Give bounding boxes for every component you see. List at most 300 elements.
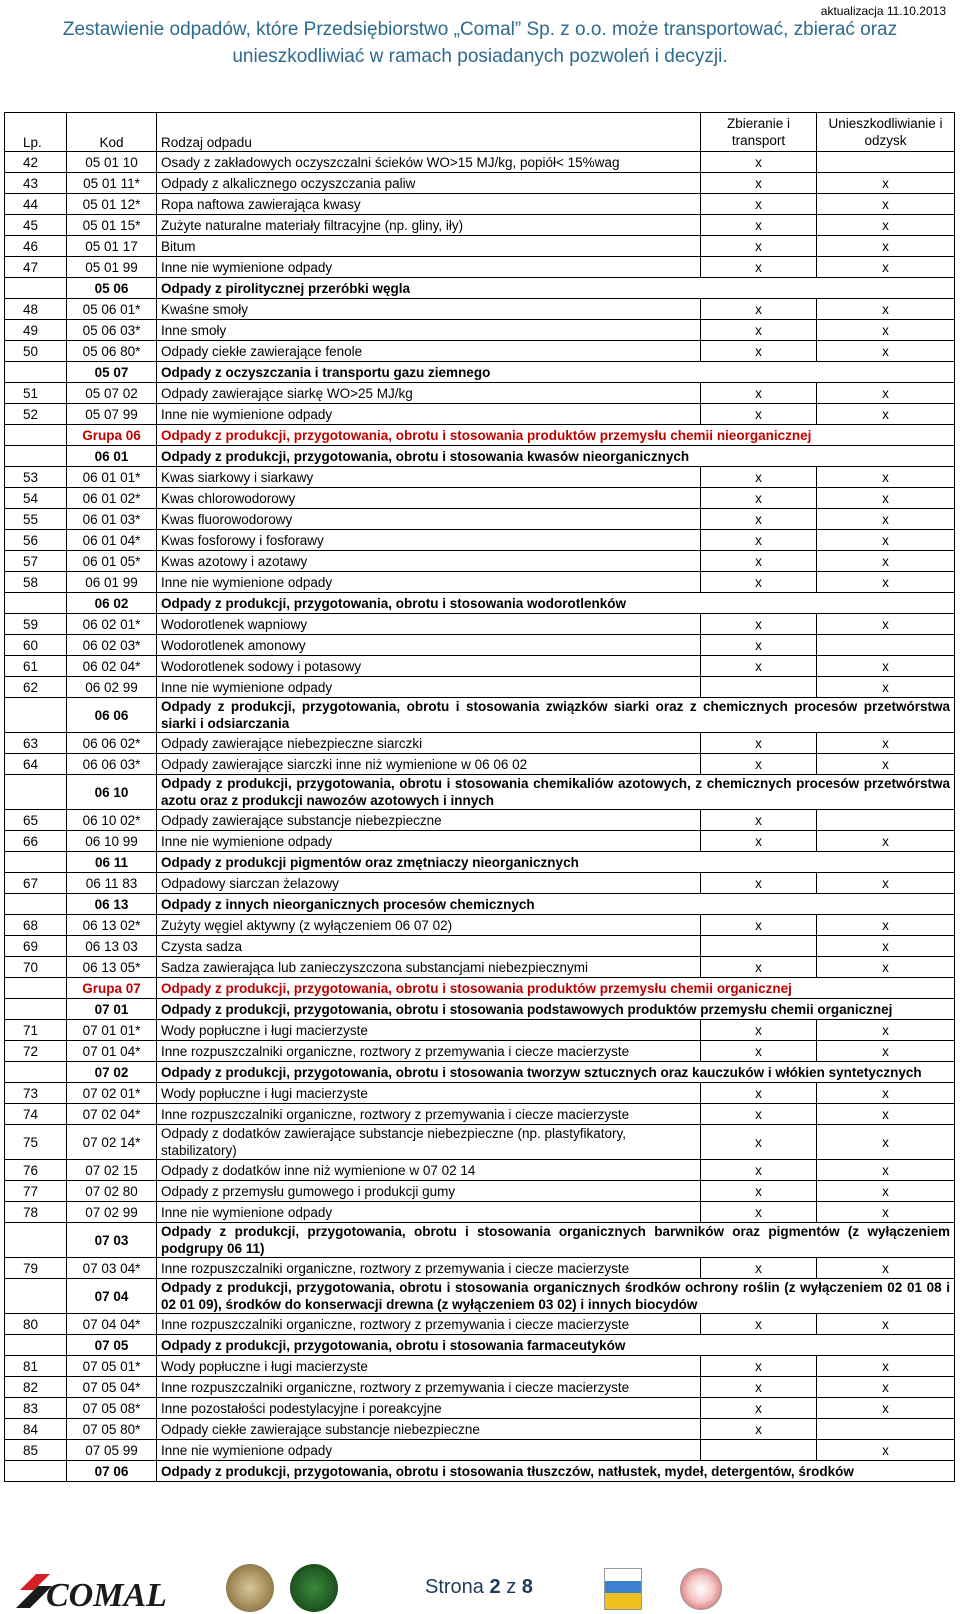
- row-group-code: Grupa 07: [67, 978, 157, 999]
- row-code: 05 07 02: [67, 383, 157, 404]
- table-row: [5, 915, 955, 936]
- row-collect: x: [701, 1083, 817, 1104]
- subgroup-row: [5, 362, 955, 383]
- row-collect: [701, 936, 817, 957]
- row-group-name: Odpady z produkcji, przygotowania, obrotu i stosowania wodorotlenków: [157, 593, 955, 614]
- row-group-code: 07 01: [67, 999, 157, 1020]
- row-neutralize: x: [817, 873, 955, 894]
- table-row: [5, 194, 955, 215]
- subgroup-row: [5, 1279, 955, 1314]
- table-row: [5, 754, 955, 775]
- row-name: Inne nie wymienione odpady: [157, 677, 701, 698]
- row-group-code: 07 06: [67, 1461, 157, 1482]
- row-neutralize: x: [817, 341, 955, 362]
- row-group-name: Odpady z produkcji, przygotowania, obrotu i stosowania podstawowych produktów przemysłu chemii organicznej: [157, 999, 955, 1020]
- row-name: Inne rozpuszczalniki organiczne, roztwory z przemywania i ciecze macierzyste: [157, 1041, 701, 1062]
- row-name: Kwas fluorowodorowy: [157, 509, 701, 530]
- row-collect: x: [701, 236, 817, 257]
- row-name: Odpady z dodatków inne niż wymienione w 07 02 14: [157, 1160, 701, 1181]
- row-lp: 67: [5, 873, 67, 894]
- row-code: 05 07 99: [67, 404, 157, 425]
- row-lp-empty: [5, 978, 67, 999]
- subgroup-row: [5, 775, 955, 810]
- row-lp: 84: [5, 1419, 67, 1440]
- row-name: Kwas siarkowy i siarkawy: [157, 467, 701, 488]
- row-neutralize: x: [817, 915, 955, 936]
- row-neutralize: x: [817, 383, 955, 404]
- row-collect: x: [701, 383, 817, 404]
- row-collect: x: [701, 1020, 817, 1041]
- row-neutralize: x: [817, 467, 955, 488]
- table-row: [5, 733, 955, 754]
- row-code: 06 01 05*: [67, 551, 157, 572]
- row-group-name: Odpady z produkcji pigmentów oraz zmętniaczy nieorganicznych: [157, 852, 955, 873]
- row-code: 06 01 03*: [67, 509, 157, 530]
- row-neutralize: x: [817, 488, 955, 509]
- row-code: 07 05 08*: [67, 1398, 157, 1419]
- row-name: Inne rozpuszczalniki organiczne, roztwory z przemywania i ciecze macierzyste: [157, 1258, 701, 1279]
- row-neutralize: [817, 635, 955, 656]
- row-lp-empty: [5, 593, 67, 614]
- row-code: 06 02 01*: [67, 614, 157, 635]
- row-group-name: Odpady z produkcji, przygotowania, obrotu i stosowania organicznych środków ochrony roślin (z wyłączeniem 02 01 08 i 02 01 09), środków do konserwacji drewna (z wyłączeniem 03 02) i innych biocydów: [157, 1279, 955, 1314]
- award-badge-icon: [680, 1568, 722, 1610]
- table-row: [5, 299, 955, 320]
- row-name: Kwaśne smoły: [157, 299, 701, 320]
- row-name: Wody popłuczne i ługi macierzyste: [157, 1356, 701, 1377]
- row-collect: x: [701, 656, 817, 677]
- bronze-seal-icon: [226, 1564, 274, 1612]
- row-lp: 76: [5, 1160, 67, 1181]
- row-lp: 60: [5, 635, 67, 656]
- row-code: 07 01 01*: [67, 1020, 157, 1041]
- row-lp-empty: [5, 425, 67, 446]
- subgroup-row: [5, 278, 955, 299]
- row-lp: 66: [5, 831, 67, 852]
- row-lp-empty: [5, 1461, 67, 1482]
- row-neutralize: x: [817, 194, 955, 215]
- row-neutralize: x: [817, 404, 955, 425]
- row-code: 07 05 80*: [67, 1419, 157, 1440]
- row-group-name: Odpady z produkcji, przygotowania, obrotu i stosowania organicznych barwników oraz pigmentów (z wyłączeniem podgrupy 06 11): [157, 1223, 955, 1258]
- row-name: Zużyte naturalne materiały filtracyjne (np. gliny, iły): [157, 215, 701, 236]
- quality-badge-icon: [604, 1568, 642, 1610]
- table-row: [5, 467, 955, 488]
- row-lp: 79: [5, 1258, 67, 1279]
- row-collect: [701, 1440, 817, 1461]
- row-lp: 45: [5, 215, 67, 236]
- row-name: Inne rozpuszczalniki organiczne, roztwory z przemywania i ciecze macierzyste: [157, 1104, 701, 1125]
- row-lp: 48: [5, 299, 67, 320]
- group-row: [5, 425, 955, 446]
- table-row: [5, 1041, 955, 1062]
- row-code: 05 01 15*: [67, 215, 157, 236]
- row-lp-empty: [5, 852, 67, 873]
- row-group-code: 06 02: [67, 593, 157, 614]
- row-code: 05 01 11*: [67, 173, 157, 194]
- row-name: Odpady ciekłe zawierające substancje niebezpieczne: [157, 1419, 701, 1440]
- row-code: 05 01 12*: [67, 194, 157, 215]
- row-collect: x: [701, 1356, 817, 1377]
- row-collect: x: [701, 299, 817, 320]
- table-body: [5, 152, 955, 1482]
- table-row: [5, 1160, 955, 1181]
- table-row: [5, 1083, 955, 1104]
- row-lp-empty: [5, 446, 67, 467]
- table-row: [5, 173, 955, 194]
- row-lp: 81: [5, 1356, 67, 1377]
- row-lp-empty: [5, 1062, 67, 1083]
- row-code: 06 13 02*: [67, 915, 157, 936]
- table-row: [5, 1314, 955, 1335]
- row-collect: x: [701, 1202, 817, 1223]
- row-name: Inne nie wymienione odpady: [157, 404, 701, 425]
- row-group-name: Odpady z innych nieorganicznych procesów chemicznych: [157, 894, 955, 915]
- table-row: [5, 614, 955, 635]
- table-row: [5, 1020, 955, 1041]
- row-lp: 65: [5, 810, 67, 831]
- row-code: 06 02 04*: [67, 656, 157, 677]
- row-neutralize: x: [817, 936, 955, 957]
- row-collect: x: [701, 1258, 817, 1279]
- row-collect: x: [701, 754, 817, 775]
- row-neutralize: x: [817, 530, 955, 551]
- row-code: 06 11 83: [67, 873, 157, 894]
- row-group-name: Odpady z pirolitycznej przeróbki węgla: [157, 278, 955, 299]
- row-collect: x: [701, 551, 817, 572]
- row-collect: x: [701, 467, 817, 488]
- row-collect: x: [701, 152, 817, 173]
- row-neutralize: x: [817, 215, 955, 236]
- row-neutralize: x: [817, 957, 955, 978]
- row-lp: 57: [5, 551, 67, 572]
- row-name: Czysta sadza: [157, 936, 701, 957]
- row-lp: 70: [5, 957, 67, 978]
- row-name: Inne smoły: [157, 320, 701, 341]
- row-lp: 52: [5, 404, 67, 425]
- subgroup-row: [5, 698, 955, 733]
- header-name: Rodzaj odpadu: [157, 113, 701, 152]
- subgroup-row: [5, 852, 955, 873]
- row-lp-empty: [5, 1279, 67, 1314]
- row-lp: 62: [5, 677, 67, 698]
- row-collect: x: [701, 215, 817, 236]
- table-row: [5, 1419, 955, 1440]
- row-lp: 47: [5, 257, 67, 278]
- row-name: Wody popłuczne i ługi macierzyste: [157, 1083, 701, 1104]
- row-neutralize: x: [817, 677, 955, 698]
- table-row: [5, 1181, 955, 1202]
- row-collect: x: [701, 530, 817, 551]
- row-neutralize: [817, 152, 955, 173]
- table-row: [5, 1202, 955, 1223]
- comal-logo: [16, 1568, 186, 1610]
- row-lp: 54: [5, 488, 67, 509]
- row-group-code: 06 11: [67, 852, 157, 873]
- row-neutralize: x: [817, 1440, 955, 1461]
- row-code: 06 10 99: [67, 831, 157, 852]
- table-row: [5, 509, 955, 530]
- row-lp: 77: [5, 1181, 67, 1202]
- row-collect: [701, 677, 817, 698]
- row-collect: x: [701, 1041, 817, 1062]
- row-group-code: 05 06: [67, 278, 157, 299]
- header-collect: Zbieranie i transport: [701, 113, 817, 152]
- row-group-code: 07 04: [67, 1279, 157, 1314]
- row-name: Odpady zawierające substancje niebezpieczne: [157, 810, 701, 831]
- row-name: Odpadowy siarczan żelazowy: [157, 873, 701, 894]
- row-neutralize: x: [817, 1125, 955, 1160]
- row-code: 07 02 15: [67, 1160, 157, 1181]
- row-group-code: 07 05: [67, 1335, 157, 1356]
- row-lp: 55: [5, 509, 67, 530]
- row-group-name: Odpady z produkcji, przygotowania, obrotu i stosowania chemikaliów azotowych, z chemicznych procesów przetwórstwa azotu oraz z produkcji nawozów azotowych i innych: [157, 775, 955, 810]
- row-code: 06 01 02*: [67, 488, 157, 509]
- row-collect: x: [701, 1314, 817, 1335]
- subgroup-row: [5, 1223, 955, 1258]
- row-lp: 82: [5, 1377, 67, 1398]
- klon-seal-icon: [290, 1564, 338, 1612]
- group-row: [5, 978, 955, 999]
- table-row: [5, 810, 955, 831]
- row-name: Sadza zawierająca lub zanieczyszczona substancjami niebezpiecznymi: [157, 957, 701, 978]
- row-name: Wodorotlenek sodowy i potasowy: [157, 656, 701, 677]
- row-lp: 71: [5, 1020, 67, 1041]
- row-name: Inne rozpuszczalniki organiczne, roztwory z przemywania i ciecze macierzyste: [157, 1314, 701, 1335]
- row-code: 05 01 17: [67, 236, 157, 257]
- row-neutralize: x: [817, 1160, 955, 1181]
- row-group-name: Odpady z produkcji, przygotowania, obrotu i stosowania produktów przemysłu chemii nieorganicznej: [157, 425, 955, 446]
- row-code: 06 13 03: [67, 936, 157, 957]
- row-lp: 72: [5, 1041, 67, 1062]
- row-lp: 53: [5, 467, 67, 488]
- row-lp: 44: [5, 194, 67, 215]
- row-code: 06 06 03*: [67, 754, 157, 775]
- row-collect: x: [701, 1104, 817, 1125]
- row-group-name: Odpady z produkcji, przygotowania, obrotu i stosowania związków siarki oraz z chemicznych procesów przetwórstwa siarki i odsiarczania: [157, 698, 955, 733]
- row-lp-empty: [5, 999, 67, 1020]
- subgroup-row: [5, 1062, 955, 1083]
- subgroup-row: [5, 1335, 955, 1356]
- table-row: [5, 551, 955, 572]
- row-name: Odpady zawierające siarkę WO>25 MJ/kg: [157, 383, 701, 404]
- table-row: [5, 236, 955, 257]
- table-row: [5, 936, 955, 957]
- row-neutralize: x: [817, 236, 955, 257]
- row-name: Odpady ciekłe zawierające fenole: [157, 341, 701, 362]
- row-group-name: Odpady z produkcji, przygotowania, obrotu i stosowania tłuszczów, natłustek, mydeł, detergentów, środków: [157, 1461, 955, 1482]
- row-lp-empty: [5, 1223, 67, 1258]
- row-group-code: 06 10: [67, 775, 157, 810]
- table-row: [5, 1377, 955, 1398]
- row-name: Inne nie wymienione odpady: [157, 572, 701, 593]
- row-lp: 69: [5, 936, 67, 957]
- row-lp: 73: [5, 1083, 67, 1104]
- row-code: 06 01 04*: [67, 530, 157, 551]
- table-header: [5, 113, 955, 152]
- row-neutralize: x: [817, 572, 955, 593]
- row-collect: x: [701, 1398, 817, 1419]
- table-row: [5, 1356, 955, 1377]
- row-collect: x: [701, 1419, 817, 1440]
- table-row: [5, 215, 955, 236]
- row-lp-empty: [5, 894, 67, 915]
- row-group-code: 07 03: [67, 1223, 157, 1258]
- row-code: 05 06 03*: [67, 320, 157, 341]
- row-code: 07 01 04*: [67, 1041, 157, 1062]
- row-neutralize: x: [817, 754, 955, 775]
- row-group-code: 06 13: [67, 894, 157, 915]
- row-name: Wody popłuczne i ługi macierzyste: [157, 1020, 701, 1041]
- table-row: [5, 635, 955, 656]
- table-row: [5, 1440, 955, 1461]
- row-name: Kwas chlorowodorowy: [157, 488, 701, 509]
- row-neutralize: x: [817, 1377, 955, 1398]
- row-group-name: Odpady z oczyszczania i transportu gazu ziemnego: [157, 362, 955, 383]
- row-code: 06 01 99: [67, 572, 157, 593]
- table-row: [5, 1125, 955, 1160]
- row-neutralize: x: [817, 509, 955, 530]
- row-lp: 51: [5, 383, 67, 404]
- comal-logo-text: COMAL: [46, 1577, 167, 1610]
- row-lp: 83: [5, 1398, 67, 1419]
- table-row: [5, 831, 955, 852]
- row-neutralize: x: [817, 1083, 955, 1104]
- row-code: 05 06 80*: [67, 341, 157, 362]
- row-code: 06 02 03*: [67, 635, 157, 656]
- row-name: Odpady zawierające niebezpieczne siarczki: [157, 733, 701, 754]
- row-collect: x: [701, 572, 817, 593]
- row-code: 06 13 05*: [67, 957, 157, 978]
- row-group-name: Odpady z produkcji, przygotowania, obrotu i stosowania tworzyw sztucznych oraz kauczuków i włókien syntetycznych: [157, 1062, 955, 1083]
- row-code: 06 06 02*: [67, 733, 157, 754]
- row-collect: x: [701, 831, 817, 852]
- table-row: [5, 572, 955, 593]
- row-name: Zużyty węgiel aktywny (z wyłączeniem 06 07 02): [157, 915, 701, 936]
- row-lp: 64: [5, 754, 67, 775]
- row-group-code: 05 07: [67, 362, 157, 383]
- title-line-1: Zestawienie odpadów, które Przedsiębiorstwo „Comal” Sp. z o.o. może transportować, zbierać oraz: [62, 19, 898, 40]
- row-name: Inne nie wymienione odpady: [157, 1440, 701, 1461]
- row-group-name: Odpady z produkcji, przygotowania, obrotu i stosowania farmaceutyków: [157, 1335, 955, 1356]
- row-code: 07 02 99: [67, 1202, 157, 1223]
- subgroup-row: [5, 999, 955, 1020]
- row-neutralize: x: [817, 1181, 955, 1202]
- row-collect: x: [701, 614, 817, 635]
- row-name: Inne nie wymienione odpady: [157, 1202, 701, 1223]
- table-row: [5, 957, 955, 978]
- row-name: Ropa naftowa zawierająca kwasy: [157, 194, 701, 215]
- row-lp: 75: [5, 1125, 67, 1160]
- row-collect: x: [701, 257, 817, 278]
- row-neutralize: x: [817, 1020, 955, 1041]
- row-neutralize: x: [817, 1314, 955, 1335]
- row-collect: x: [701, 341, 817, 362]
- row-code: 07 05 99: [67, 1440, 157, 1461]
- row-collect: x: [701, 915, 817, 936]
- subgroup-row: [5, 894, 955, 915]
- row-collect: x: [701, 810, 817, 831]
- row-lp: 78: [5, 1202, 67, 1223]
- table-row: [5, 677, 955, 698]
- table-row: [5, 1104, 955, 1125]
- table-row: [5, 1258, 955, 1279]
- row-collect: x: [701, 1160, 817, 1181]
- row-code: 05 01 10: [67, 152, 157, 173]
- row-name: Wodorotlenek wapniowy: [157, 614, 701, 635]
- row-code: 06 01 01*: [67, 467, 157, 488]
- row-lp: 63: [5, 733, 67, 754]
- page-number: Strona 2 z 8: [425, 1576, 533, 1598]
- footer: [0, 1562, 960, 1614]
- header-neutralize: Unieszkodliwianie i odzysk: [817, 113, 955, 152]
- row-collect: x: [701, 404, 817, 425]
- row-collect: x: [701, 1125, 817, 1160]
- row-neutralize: x: [817, 733, 955, 754]
- row-code: 05 01 99: [67, 257, 157, 278]
- row-name: Bitum: [157, 236, 701, 257]
- row-neutralize: [817, 810, 955, 831]
- row-neutralize: x: [817, 1258, 955, 1279]
- row-lp-empty: [5, 698, 67, 733]
- table-row: [5, 257, 955, 278]
- row-code: 06 02 99: [67, 677, 157, 698]
- row-collect: x: [701, 733, 817, 754]
- header-code: Kod: [67, 113, 157, 152]
- table-row: [5, 404, 955, 425]
- row-code: 07 02 01*: [67, 1083, 157, 1104]
- row-lp: 42: [5, 152, 67, 173]
- row-neutralize: x: [817, 257, 955, 278]
- row-name: Odpady z alkalicznego oczyszczania paliw: [157, 173, 701, 194]
- row-lp: 58: [5, 572, 67, 593]
- row-neutralize: x: [817, 320, 955, 341]
- row-collect: x: [701, 194, 817, 215]
- row-name: Inne nie wymienione odpady: [157, 831, 701, 852]
- row-neutralize: x: [817, 551, 955, 572]
- row-name: Odpady z dodatków zawierające substancje niebezpieczne (np. plastyfikatory, stabilizatory): [157, 1125, 701, 1160]
- row-neutralize: x: [817, 1356, 955, 1377]
- row-neutralize: x: [817, 173, 955, 194]
- row-lp: 68: [5, 915, 67, 936]
- row-code: 07 03 04*: [67, 1258, 157, 1279]
- row-lp: 59: [5, 614, 67, 635]
- row-lp: 46: [5, 236, 67, 257]
- row-name: Wodorotlenek amonowy: [157, 635, 701, 656]
- row-collect: x: [701, 173, 817, 194]
- row-neutralize: x: [817, 1202, 955, 1223]
- row-neutralize: x: [817, 831, 955, 852]
- row-code: 06 10 02*: [67, 810, 157, 831]
- row-collect: x: [701, 873, 817, 894]
- table-row: [5, 656, 955, 677]
- row-code: 07 05 01*: [67, 1356, 157, 1377]
- table-row: [5, 530, 955, 551]
- row-lp: 80: [5, 1314, 67, 1335]
- table-row: [5, 1398, 955, 1419]
- subgroup-row: [5, 1461, 955, 1482]
- row-lp-empty: [5, 278, 67, 299]
- row-collect: x: [701, 635, 817, 656]
- row-neutralize: x: [817, 1104, 955, 1125]
- row-name: Inne pozostałości podestylacyjne i poreakcyjne: [157, 1398, 701, 1419]
- row-collect: x: [701, 1377, 817, 1398]
- table-row: [5, 320, 955, 341]
- row-name: Kwas fosforowy i fosforawy: [157, 530, 701, 551]
- row-lp: 74: [5, 1104, 67, 1125]
- subgroup-row: [5, 593, 955, 614]
- table-row: [5, 383, 955, 404]
